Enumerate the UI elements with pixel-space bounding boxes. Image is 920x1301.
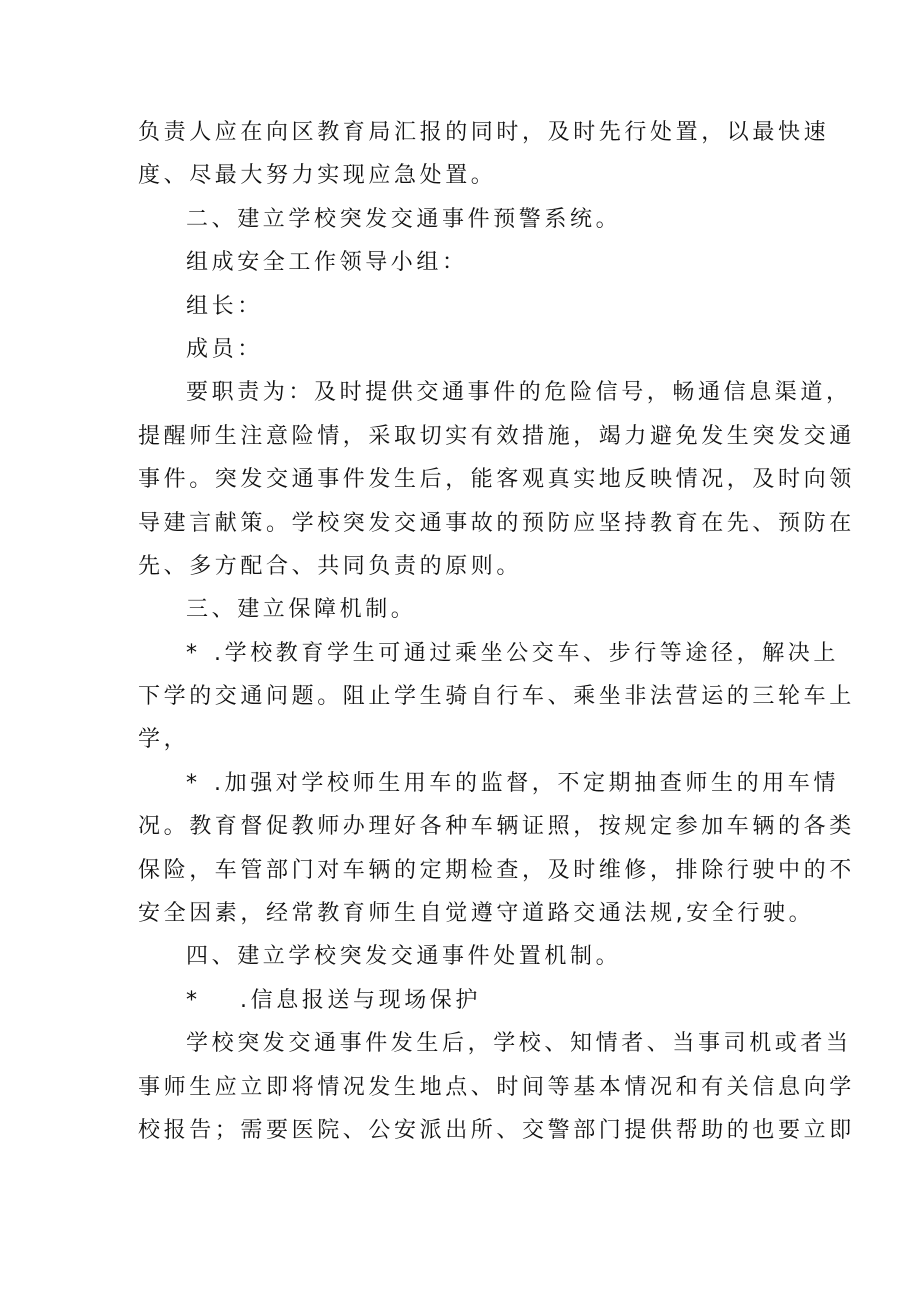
list-item <box>186 981 846 1021</box>
section-heading-4: 四、建立学校突发交通事件处置机制。 <box>186 944 622 969</box>
paragraph-line: 先、多方配合、共同负责的原则。 <box>138 554 523 579</box>
bullet-marker: * <box>186 988 201 1013</box>
paragraph-line: 要职责为：及时提供交通事件的危险信号，畅通信息渠道， <box>186 380 852 405</box>
team-leader-label: 组长： <box>186 294 263 319</box>
paragraph-line: 下学的交通问题。阻止学生骑自行车、乘坐非法营运的三轮车上 <box>138 684 855 709</box>
paragraph-line: 保险，车管部门对车辆的定期检查，及时维修，排除行驶中的不 <box>138 858 855 883</box>
list-item <box>186 634 846 674</box>
paragraph-line: 事师生应立即将情况发生地点、时间等基本情况和有关信息向学 <box>138 1075 855 1100</box>
paragraph-line: 校报告；需要医院、公安派出所、交警部门提供帮助的也要立即 <box>138 1118 855 1143</box>
paragraph-line: 提醒师生注意险情，采取切实有效措施，竭力避免发生突发交通 <box>138 424 855 449</box>
list-item <box>186 764 846 804</box>
section-heading-3: 三、建立保障机制。 <box>186 597 417 622</box>
paragraph-line: 况。教育督促教师办理好各种车辆证照，按规定参加车辆的各类 <box>138 814 855 839</box>
list-item-text: .加强对学校师生用车的监督，不定期抽查师生的用车情 <box>214 771 839 796</box>
paragraph-line: 组成安全工作领导小组： <box>186 250 468 275</box>
team-members-label: 成员： <box>186 337 263 362</box>
paragraph-line: 度、尽最大努力实现应急处置。 <box>138 163 497 188</box>
section-heading-2: 二、建立学校突发交通事件预警系统。 <box>186 207 622 232</box>
bullet-marker: * <box>186 641 201 666</box>
list-item-text: .学校教育学生可通过乘坐公交车、步行等途径，解决上 <box>214 641 839 666</box>
bullet-marker: * <box>186 771 201 796</box>
list-item-text: .信息报送与现场保护 <box>240 988 481 1013</box>
paragraph-line: 导建言献策。学校突发交通事故的预防应坚持教育在先、预防在 <box>138 511 855 536</box>
paragraph-line: 学， <box>138 727 190 752</box>
paragraph-line: 负责人应在向区教育局汇报的同时，及时先行处置，以最快速 <box>138 120 830 145</box>
paragraph-line: 事件。突发交通事件发生后，能客观真实地反映情况，及时向领 <box>138 467 855 492</box>
paragraph-line: 安全因素，经常教育师生自觉遵守道路交通法规,安全行驶。 <box>138 901 815 926</box>
paragraph-line: 学校突发交通事件发生后，学校、知情者、当事司机或者当 <box>186 1031 852 1056</box>
